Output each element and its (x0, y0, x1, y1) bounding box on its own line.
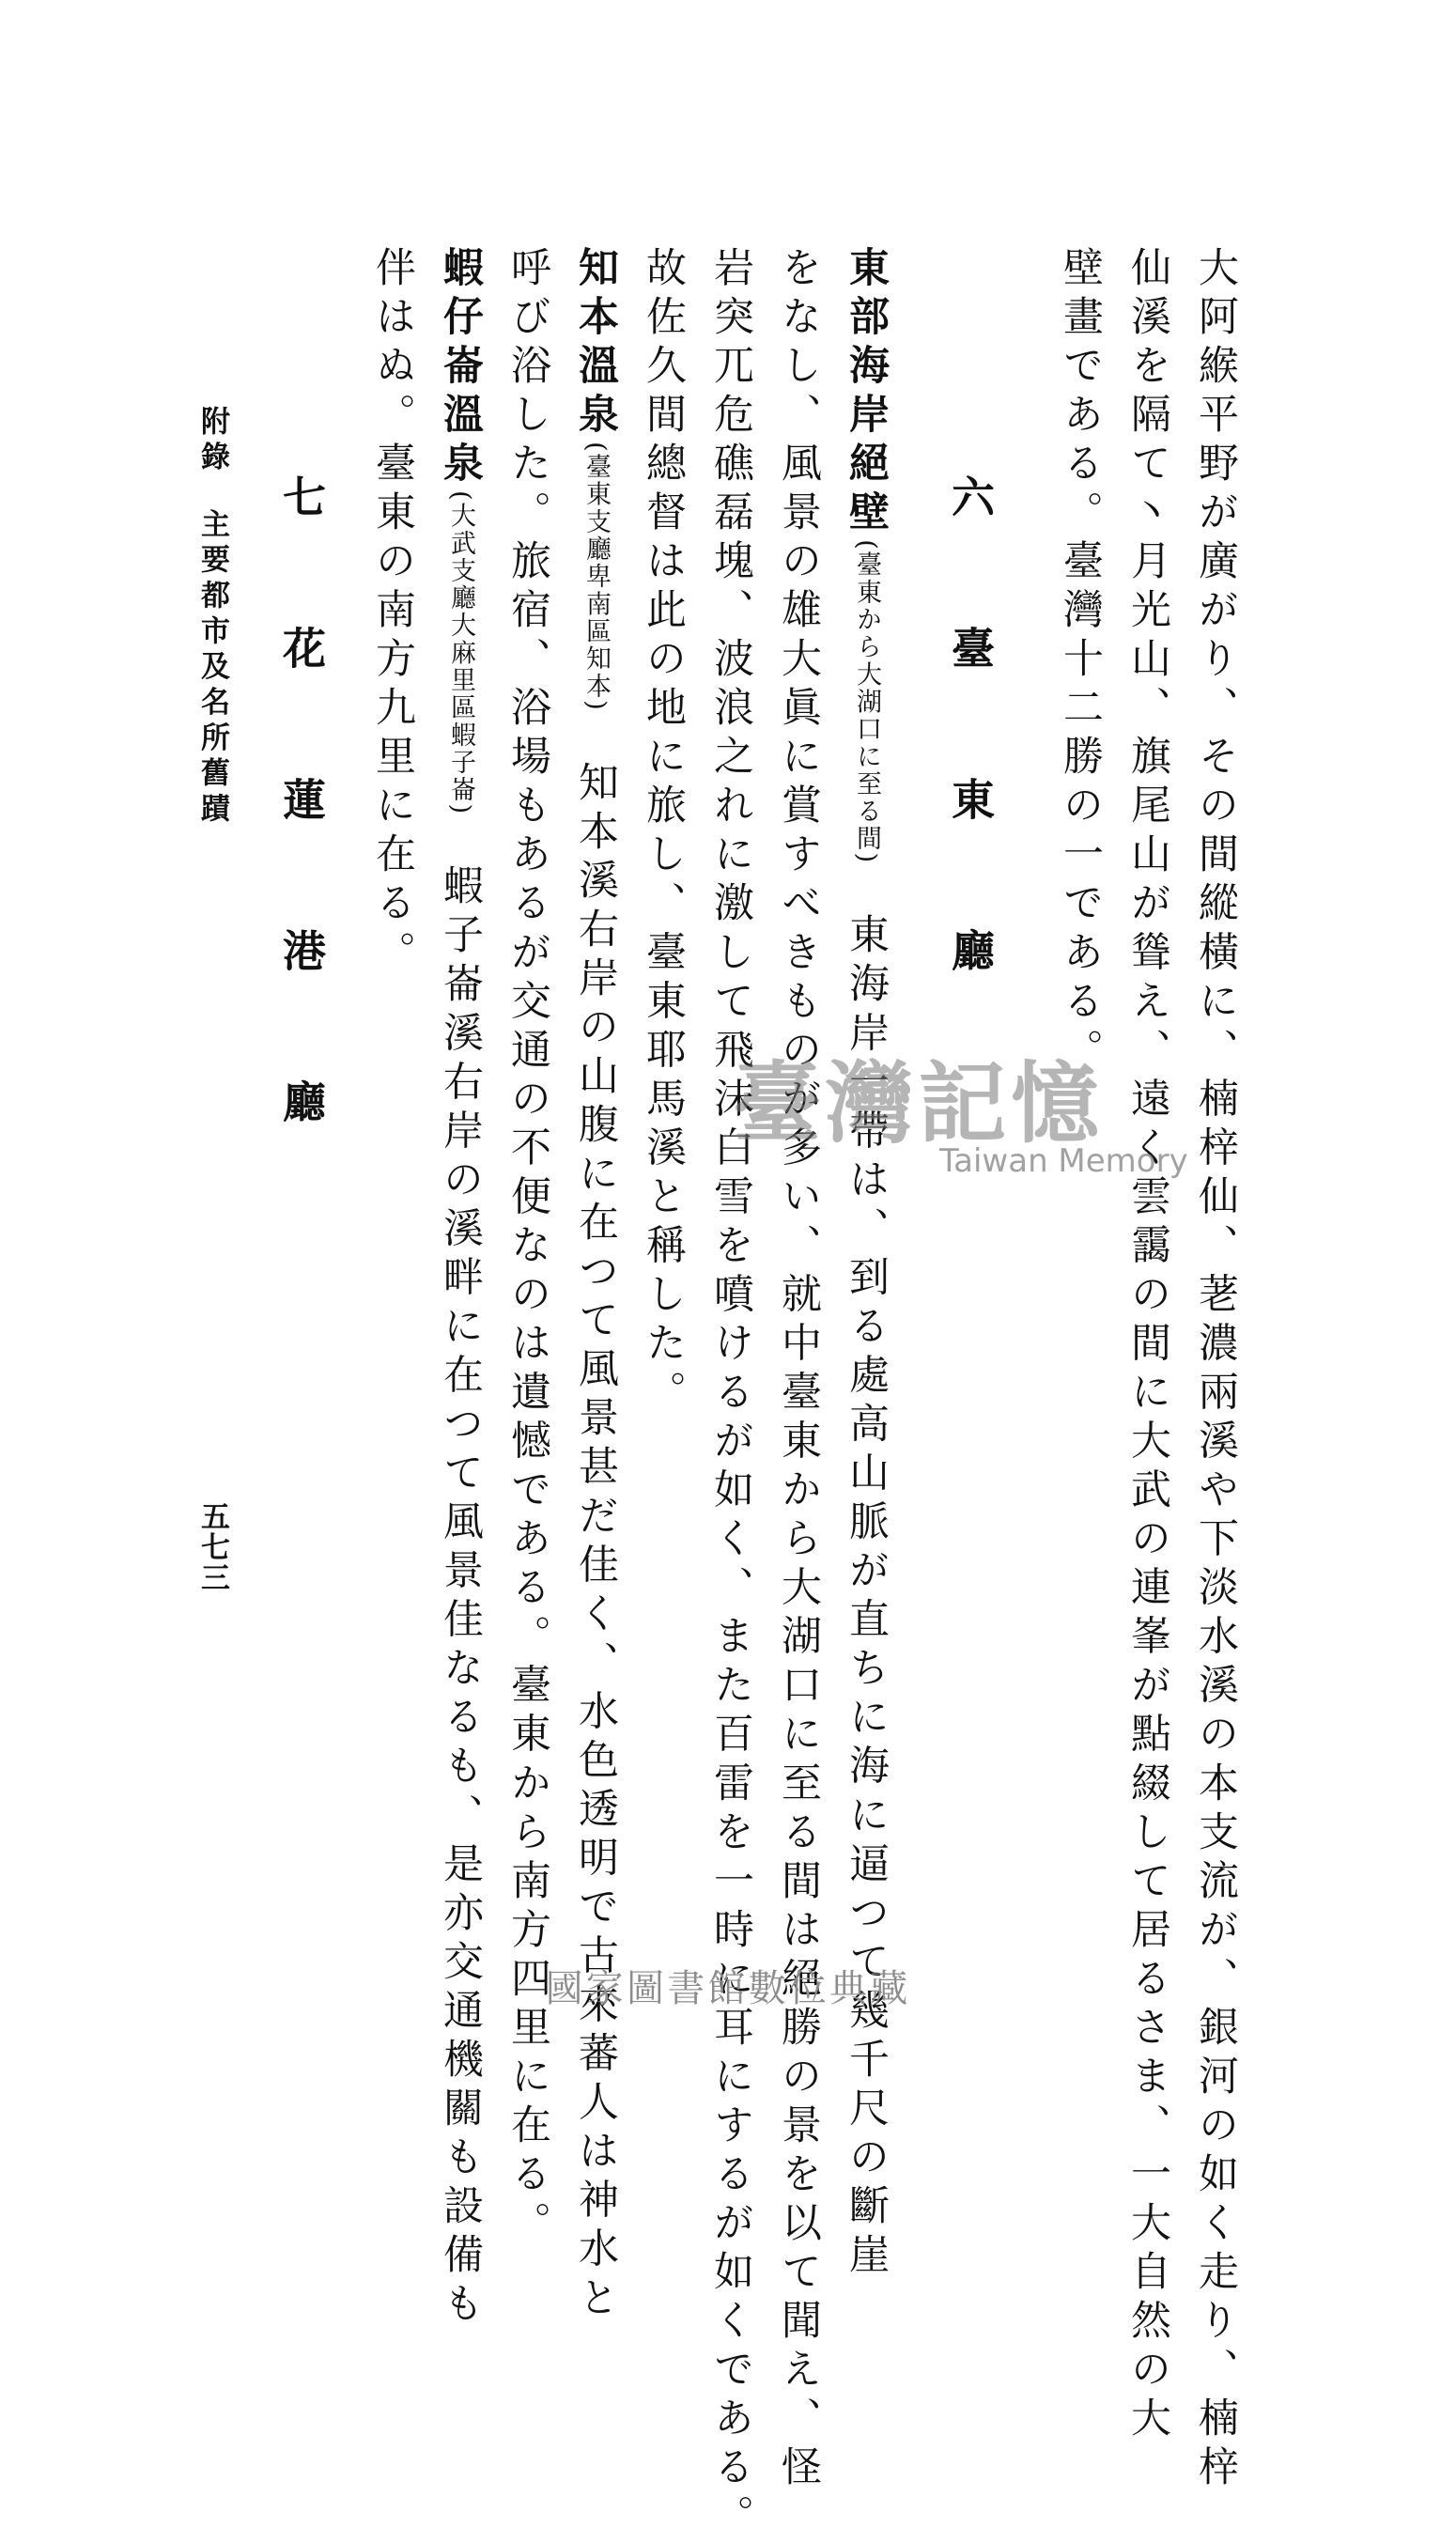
text-column-6 (775, 246, 822, 2495)
section-heading-taitung: 六 臺 東 廳 (945, 474, 996, 1004)
watermark-text: 臺灣記憶 (733, 1052, 1104, 1155)
body-text: 呼び浴した。旅宿、浴場もあるが交通の不便なのは遺憾である。臺東から南方四里に在る。 (504, 246, 551, 2251)
watermark (733, 1052, 1188, 1180)
body-text: 岩突兀危礁磊塊、波浪之れに激して飛沫白雪を噴けるが如く、また百雷を一時に耳にするが如くである。 (707, 246, 754, 2543)
text-column-12 (369, 246, 416, 980)
text-column-3 (1057, 246, 1104, 1078)
entry-location-note: (臺東から大湖口に至る間) (852, 539, 881, 865)
body-text: をなし、風景の雄大眞に賞すべきものが多い、就中臺東から大湖口に至る間は絕勝の景を以て聞え、怪 (775, 246, 822, 2495)
section-heading-karenko: 七 花 蓮 港 廳 (276, 474, 327, 1155)
text-column-10 (504, 246, 551, 2251)
text-column-8 (640, 246, 687, 1419)
entry-title: 東部海岸絕壁 (843, 246, 890, 540)
body-text: 伴はぬ。臺東の南方九里に在る。 (369, 246, 416, 980)
footer-credit: 國家圖書館數位典藏 (545, 1967, 911, 2010)
text-column-9 (572, 246, 619, 2325)
running-head (195, 406, 229, 830)
body-text: 知本溪右岸の山腹に在つて風景甚だ佳く、水色透明で古來蕃人は神水と (572, 711, 619, 2325)
body-text: 蝦子崙溪右岸の溪畔に在つて風景佳なるも、是亦交通機關も設備も (437, 815, 484, 2332)
body-text: 壁畫である。臺灣十二勝の一である。 (1057, 246, 1104, 1078)
text-column-1 (1192, 246, 1239, 2495)
text-column-2 (1124, 246, 1171, 2446)
watermark-subtitle: Taiwan Memory (939, 1142, 1188, 1180)
running-head-appendix: 附錄 (195, 406, 229, 477)
entry-title: 蝦仔崙溫泉 (437, 246, 484, 491)
entry-location-note: (大武支廳大麻里區蝦子崙) (446, 490, 475, 816)
running-head-title: 主要都市及名所舊蹟 (195, 508, 229, 830)
body-text: 仙溪を隔て丶月光山、旗尾山が聳え、遠く雲靄の間に大武の連峯が點綴して居るさま、一大自然の大 (1124, 246, 1171, 2446)
text-column-11 (437, 246, 484, 2332)
body-text: 大阿緱平野が廣がり、その間縱橫に、楠梓仙、荖濃兩溪や下淡水溪の本支流が、銀河の如く走り、楠梓 (1192, 246, 1239, 2495)
body-text: 故佐久間總督は此の地に旅し、臺東耶馬溪と稱した。 (640, 246, 687, 1419)
page-number: 五七三 (195, 1501, 229, 1593)
text-column-7 (707, 246, 754, 2543)
entry-title: 知本溫泉 (572, 246, 619, 442)
body-text: 東海岸一帶は、到る處高山脈が直ちに海に逼つて幾千尺の斷崖 (843, 864, 890, 2283)
entry-location-note: (臺東支廳卑南區知本) (581, 442, 611, 712)
